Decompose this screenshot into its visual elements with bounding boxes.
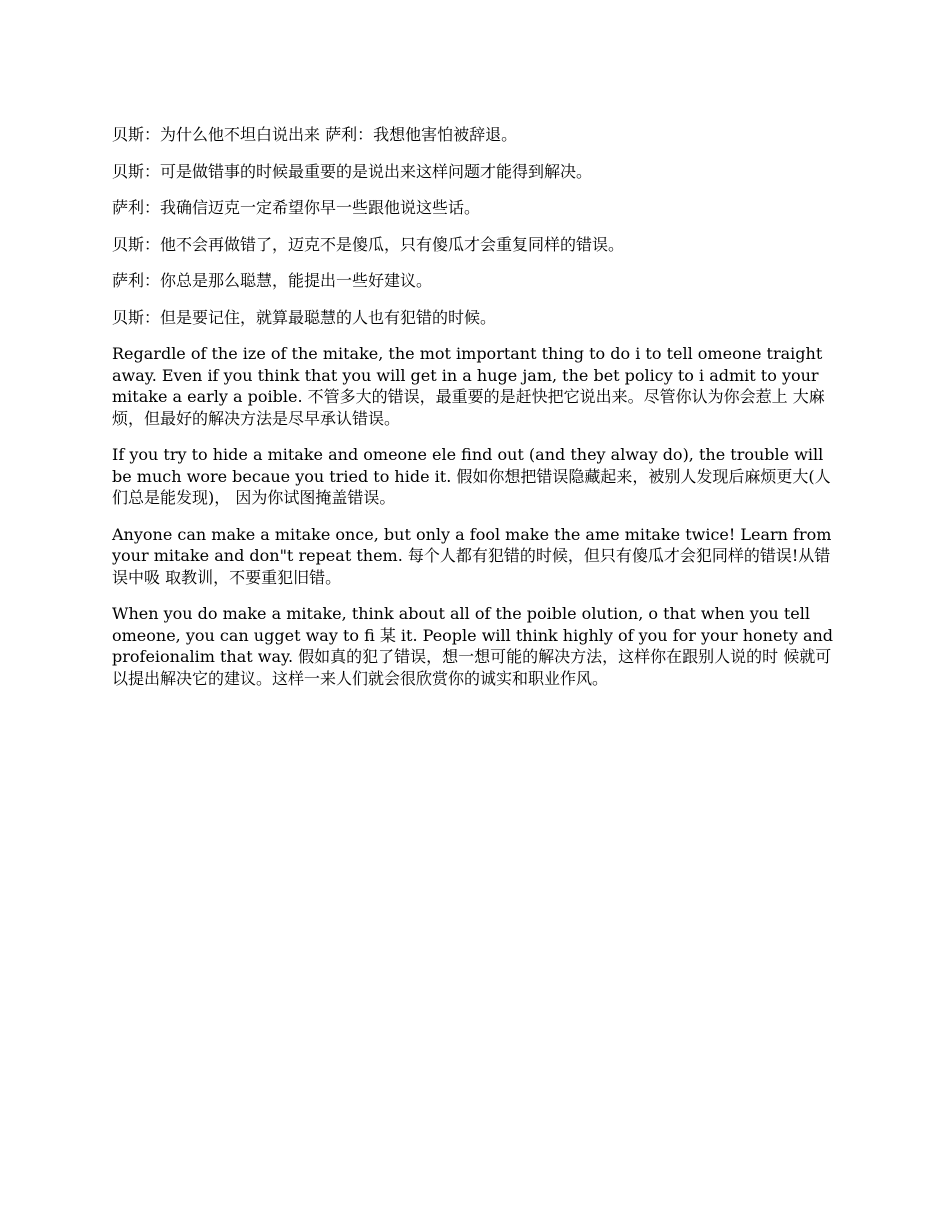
paragraph-4: When you do make a mitake, think about all of the poible olution, o that when you tell omeone, you can ugget way to fi 某 it. People will think highly of you for your honety and profeionalim that way. 假如真的犯了错误，想一想可能的解决方法，这样你在跟别人说的时 候就可以提出解决它的建议。这样一来人们就会很欣赏你的诚实和职业作风。	[112, 604, 834, 688]
document-page	[112, 124, 842, 704]
dialogue-line-4: 贝斯：他不会再做错了，迈克不是傻瓜，只有傻瓜才会重复同样的错误。	[112, 234, 625, 254]
dialogue-line-1: 贝斯：为什么他不坦白说出来 萨利：我想他害怕被辞退。	[112, 125, 518, 144]
dialogue-line-6: 贝斯：但是要记住，就算最聪慧的人也有犯错的时候。	[112, 307, 497, 327]
dialogue-line-3: 萨利：我确信迈克一定希望你早一些跟他说这些话。	[112, 198, 481, 217]
dialogue-line-5: 萨利：你总是那么聪慧，能提出一些好建议。	[112, 271, 433, 290]
paragraph-3: Anyone can make a mitake once, but only a fool make the ame mitake twice! Learn from your mitake and don"t repeat them. 每个人都有犯错的时候，但只有傻瓜才会犯同样的错误!从错误中吸 取教训，不要重犯旧错。	[112, 524, 832, 587]
dialogue-line-2: 贝斯：可是做错事的时候最重要的是说出来这样问题才能得到解决。	[112, 161, 593, 181]
paragraph-2: If you try to hide a mitake and omeone ele find out (and they alway do), the trouble will be much wore becaue you tried to hide it. 假如你想把错误隐藏起来，被别人发现后麻烦更大(人们总是能发现)， 因为你试图掩盖错误。	[112, 445, 831, 507]
paragraph-1: Regardle of the ize of the mitake, the mot important thing to do i to tell omeone traight away. Even if you think that you will get in a huge jam, the bet policy to i admit to your mitake a early a poible. 不管多大的错误，最重要的是赶快把它说出来。尽管你认为你会惹上 大麻烦，但最好的解决方法是尽早承认错误。	[112, 344, 825, 428]
